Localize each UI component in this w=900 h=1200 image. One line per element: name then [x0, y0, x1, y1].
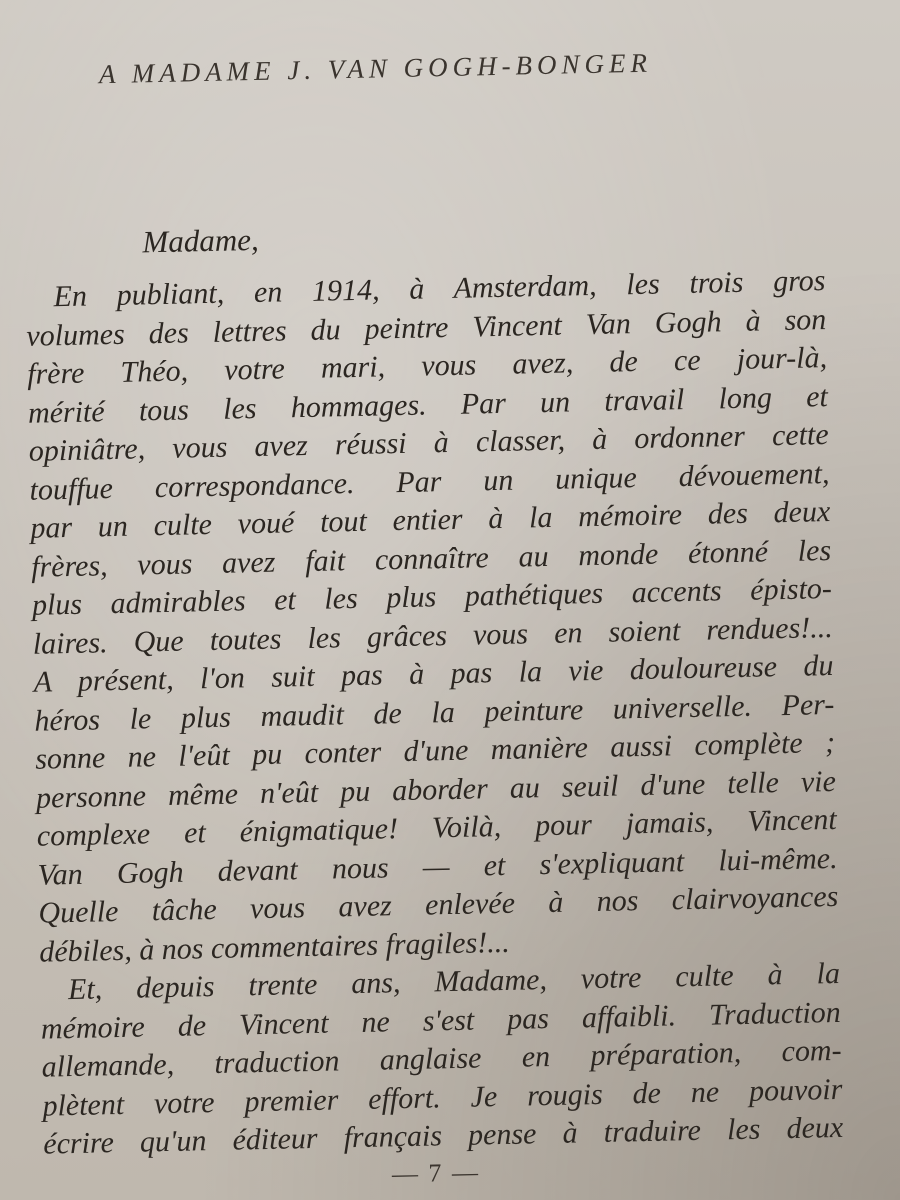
text-line: personne même n'eût pu aborder au seuil d'une telle vie: [35, 764, 837, 815]
salutation: Madame,: [142, 221, 260, 260]
page-number: — 7 —: [391, 1157, 481, 1189]
letter-body: [25, 262, 843, 1164]
text-line: Van Gogh devant nous — et s'expliquant lui-même.: [37, 841, 838, 892]
text-line: volumes des lettres du peintre Vincent Van Gogh à son: [26, 302, 827, 353]
text-line: plètent votre premier effort. Je rougis de ne pouvoir: [42, 1072, 843, 1123]
dedication-heading: A MADAME J. VAN GOGH-BONGER: [98, 47, 653, 90]
text-line: par un culte voué tout entier à la mémoire des deux: [30, 495, 831, 545]
text-line: débiles, à nos commentaires fragiles!...: [38, 925, 511, 969]
text-line: frère Théo, votre mari, vous avez, de ce jour-là,: [26, 341, 828, 391]
text-line: frères, vous avez fait connaître au monde étonné les: [30, 533, 832, 584]
text-line: sonne ne l'eût pu conter d'une manière aussi complète ;: [34, 725, 836, 776]
text-line: En publiant, en 1914, à Amsterdam, les trois gros: [53, 264, 826, 314]
text-line: opiniâtre, vous avez réussi à classer, à ordonner cette: [28, 418, 829, 468]
text-line: laires. Que toutes les grâces vous en soient rendues!...: [32, 610, 833, 661]
text-line: Et, depuis trente ans, Madame, votre culte à la: [67, 956, 841, 1007]
text-line: complexe et énigmatique! Voilà, pour jamais, Vincent: [36, 802, 838, 853]
text-line: héros le plus maudit de la peinture universelle. Per-: [34, 687, 835, 738]
text-line: plus admirables et les plus pathétiques accents épisto-: [31, 572, 833, 622]
text-line: A présent, l'on suit pas à pas la vie douloureuse du: [33, 648, 834, 699]
text-line: Quelle tâche vous avez enlevée à nos clairvoyances: [38, 879, 839, 930]
text-line: mémoire de Vincent ne s'est pas affaibli. Traduction: [40, 995, 842, 1046]
text-line: touffue correspondance. Par un unique dévouement,: [29, 456, 830, 507]
text-line: écrire qu'un éditeur français pense à traduire les deux: [42, 1110, 844, 1161]
text-line: allemande, traduction anglaise en préparation, com-: [41, 1033, 842, 1084]
text-line: mérité tous les hommages. Par un travail long et: [27, 379, 829, 430]
